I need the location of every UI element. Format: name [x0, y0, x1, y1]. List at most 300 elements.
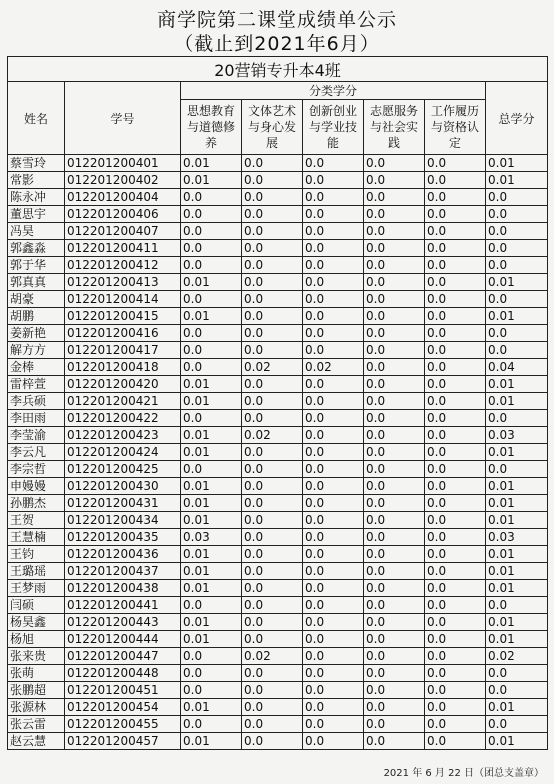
table-row [8, 546, 548, 563]
cat4-credit: 0.0 [364, 291, 425, 308]
student-name: 张源林 [8, 699, 65, 716]
cat4-credit: 0.0 [364, 665, 425, 682]
student-id: 012201200411 [65, 240, 181, 257]
cat3-credit: 0.0 [303, 444, 364, 461]
cat1-credit: 0.0 [181, 240, 242, 257]
cat1-credit: 0.01 [181, 699, 242, 716]
header-cat4: 志愿服务与社会实践 [364, 100, 425, 155]
header-cat2: 文体艺术与身心发展 [242, 100, 303, 155]
cat3-credit: 0.0 [303, 546, 364, 563]
student-name: 李宗哲 [8, 461, 65, 478]
table-row [8, 461, 548, 478]
cat4-credit: 0.0 [364, 393, 425, 410]
cat4-credit: 0.0 [364, 257, 425, 274]
cat5-credit: 0.0 [425, 240, 486, 257]
cat2-credit: 0.0 [242, 206, 303, 223]
student-id: 012201200416 [65, 325, 181, 342]
cat5-credit: 0.0 [425, 529, 486, 546]
cat3-credit: 0.0 [303, 580, 364, 597]
cat5-credit: 0.0 [425, 648, 486, 665]
total-credit: 0.01 [486, 478, 548, 495]
total-credit: 0.0 [486, 325, 548, 342]
cat1-credit: 0.0 [181, 665, 242, 682]
cat2-credit: 0.0 [242, 478, 303, 495]
cat3-credit: 0.0 [303, 682, 364, 699]
student-id: 012201200441 [65, 597, 181, 614]
cat3-credit: 0.0 [303, 325, 364, 342]
total-credit: 0.0 [486, 665, 548, 682]
cat1-credit: 0.01 [181, 376, 242, 393]
cat2-credit: 0.02 [242, 359, 303, 376]
cat4-credit: 0.0 [364, 546, 425, 563]
cat1-credit: 0.01 [181, 495, 242, 512]
cat3-credit: 0.0 [303, 223, 364, 240]
cat5-credit: 0.0 [425, 376, 486, 393]
cat4-credit: 0.0 [364, 359, 425, 376]
table-row [8, 410, 548, 427]
header-cat5: 工作履历与资格认定 [425, 100, 486, 155]
total-credit: 0.01 [486, 614, 548, 631]
header-category-group: 分类学分 [181, 82, 486, 100]
cat2-credit: 0.0 [242, 512, 303, 529]
total-credit: 0.01 [486, 733, 548, 750]
title-line-2: （截止到2021年6月） [174, 33, 380, 55]
student-id: 012201200407 [65, 223, 181, 240]
cat4-credit: 0.0 [364, 614, 425, 631]
table-row [8, 614, 548, 631]
total-credit: 0.01 [486, 631, 548, 648]
cat3-credit: 0.0 [303, 716, 364, 733]
student-name: 王钧 [8, 546, 65, 563]
cat5-credit: 0.0 [425, 206, 486, 223]
cat1-credit: 0.01 [181, 580, 242, 597]
cat3-credit: 0.0 [303, 699, 364, 716]
cat1-credit: 0.0 [181, 206, 242, 223]
cat3-credit: 0.0 [303, 461, 364, 478]
table-row [8, 478, 548, 495]
cat5-credit: 0.0 [425, 478, 486, 495]
total-credit: 0.01 [486, 274, 548, 291]
student-id: 012201200448 [65, 665, 181, 682]
student-id: 012201200401 [65, 155, 181, 172]
cat1-credit: 0.0 [181, 223, 242, 240]
cat3-credit: 0.0 [303, 274, 364, 291]
cat4-credit: 0.0 [364, 155, 425, 172]
cat1-credit: 0.0 [181, 189, 242, 206]
student-id: 012201200402 [65, 172, 181, 189]
cat2-credit: 0.0 [242, 665, 303, 682]
student-id: 012201200422 [65, 410, 181, 427]
total-credit: 0.01 [486, 393, 548, 410]
cat4-credit: 0.0 [364, 461, 425, 478]
cat4-credit: 0.0 [364, 631, 425, 648]
table-row [8, 342, 548, 359]
cat2-credit: 0.0 [242, 699, 303, 716]
cat2-credit: 0.0 [242, 308, 303, 325]
student-id: 012201200414 [65, 291, 181, 308]
header-cat1: 思想教育与道德修养 [181, 100, 242, 155]
cat5-credit: 0.0 [425, 563, 486, 580]
cat4-credit: 0.0 [364, 325, 425, 342]
cat2-credit: 0.0 [242, 682, 303, 699]
cat5-credit: 0.0 [425, 155, 486, 172]
cat1-credit: 0.01 [181, 172, 242, 189]
cat2-credit: 0.0 [242, 376, 303, 393]
cat5-credit: 0.0 [425, 546, 486, 563]
cat5-credit: 0.0 [425, 444, 486, 461]
cat2-credit: 0.0 [242, 342, 303, 359]
cat5-credit: 0.0 [425, 274, 486, 291]
student-name: 雷梓萱 [8, 376, 65, 393]
total-credit: 0.01 [486, 172, 548, 189]
student-id: 012201200425 [65, 461, 181, 478]
cat1-credit: 0.0 [181, 410, 242, 427]
cat4-credit: 0.0 [364, 495, 425, 512]
total-credit: 0.0 [486, 291, 548, 308]
cat3-credit: 0.0 [303, 665, 364, 682]
cat4-credit: 0.0 [364, 223, 425, 240]
cat3-credit: 0.0 [303, 410, 364, 427]
student-name: 杨旭 [8, 631, 65, 648]
cat4-credit: 0.0 [364, 563, 425, 580]
table-row [8, 308, 548, 325]
cat2-credit: 0.0 [242, 597, 303, 614]
cat1-credit: 0.0 [181, 716, 242, 733]
cat4-credit: 0.0 [364, 308, 425, 325]
table-row [8, 648, 548, 665]
cat2-credit: 0.0 [242, 291, 303, 308]
cat3-credit: 0.0 [303, 563, 364, 580]
cat5-credit: 0.0 [425, 733, 486, 750]
student-id: 012201200451 [65, 682, 181, 699]
student-name: 孙鹏杰 [8, 495, 65, 512]
student-name: 胡鹏 [8, 308, 65, 325]
cat4-credit: 0.0 [364, 206, 425, 223]
student-name: 杨昊鑫 [8, 614, 65, 631]
cat1-credit: 0.01 [181, 512, 242, 529]
cat5-credit: 0.0 [425, 223, 486, 240]
cat3-credit: 0.0 [303, 240, 364, 257]
table-row [8, 240, 548, 257]
table-row [8, 597, 548, 614]
cat5-credit: 0.0 [425, 427, 486, 444]
cat5-credit: 0.0 [425, 495, 486, 512]
cat5-credit: 0.0 [425, 580, 486, 597]
total-credit: 0.0 [486, 461, 548, 478]
table-row [8, 699, 548, 716]
cat2-credit: 0.0 [242, 325, 303, 342]
student-name: 张鹏超 [8, 682, 65, 699]
student-name: 张来贵 [8, 648, 65, 665]
table-row [8, 393, 548, 410]
student-id: 012201200435 [65, 529, 181, 546]
student-name: 李田雨 [8, 410, 65, 427]
table-row [8, 359, 548, 376]
title-line-1: 商学院第二课堂成绩单公示 [156, 9, 397, 31]
table-row [8, 631, 548, 648]
cat4-credit: 0.0 [364, 172, 425, 189]
total-credit: 0.01 [486, 495, 548, 512]
cat1-credit: 0.0 [181, 682, 242, 699]
header-name: 姓名 [8, 82, 65, 155]
student-id: 012201200417 [65, 342, 181, 359]
cat3-credit: 0.0 [303, 631, 364, 648]
total-credit: 0.01 [486, 308, 548, 325]
student-id: 012201200436 [65, 546, 181, 563]
cat2-credit: 0.0 [242, 410, 303, 427]
cat1-credit: 0.0 [181, 597, 242, 614]
cat3-credit: 0.0 [303, 512, 364, 529]
student-name: 冯昊 [8, 223, 65, 240]
cat4-credit: 0.0 [364, 189, 425, 206]
cat3-credit: 0.0 [303, 529, 364, 546]
cat2-credit: 0.02 [242, 648, 303, 665]
student-name: 董思宇 [8, 206, 65, 223]
footer-date-stamp: 2021 年 6 月 22 日（团总支盖章） [383, 768, 544, 779]
student-name: 张萌 [8, 665, 65, 682]
cat5-credit: 0.0 [425, 291, 486, 308]
cat5-credit: 0.0 [425, 665, 486, 682]
cat2-credit: 0.0 [242, 257, 303, 274]
student-name: 王贺 [8, 512, 65, 529]
total-credit: 0.0 [486, 240, 548, 257]
table-row [8, 563, 548, 580]
cat5-credit: 0.0 [425, 631, 486, 648]
table-row [8, 206, 548, 223]
table-row [8, 444, 548, 461]
total-credit: 0.04 [486, 359, 548, 376]
cat3-credit: 0.0 [303, 291, 364, 308]
cat2-credit: 0.0 [242, 444, 303, 461]
cat5-credit: 0.0 [425, 597, 486, 614]
table-row [8, 376, 548, 393]
student-name: 李莹渝 [8, 427, 65, 444]
cat5-credit: 0.0 [425, 342, 486, 359]
student-id: 012201200420 [65, 376, 181, 393]
cat5-credit: 0.0 [425, 716, 486, 733]
total-credit: 0.01 [486, 580, 548, 597]
cat3-credit: 0.0 [303, 427, 364, 444]
cat2-credit: 0.0 [242, 172, 303, 189]
cat2-credit: 0.0 [242, 733, 303, 750]
total-credit: 0.0 [486, 410, 548, 427]
cat4-credit: 0.0 [364, 427, 425, 444]
total-credit: 0.0 [486, 597, 548, 614]
cat4-credit: 0.0 [364, 342, 425, 359]
student-name: 赵云慧 [8, 733, 65, 750]
cat4-credit: 0.0 [364, 410, 425, 427]
cat3-credit: 0.0 [303, 342, 364, 359]
student-id: 012201200415 [65, 308, 181, 325]
total-credit: 0.0 [486, 189, 548, 206]
grades-table [7, 56, 548, 750]
cat1-credit: 0.0 [181, 291, 242, 308]
student-id: 012201200413 [65, 274, 181, 291]
student-name: 王璐瑶 [8, 563, 65, 580]
cat1-credit: 0.01 [181, 631, 242, 648]
cat2-credit: 0.0 [242, 631, 303, 648]
student-id: 012201200424 [65, 444, 181, 461]
cat2-credit: 0.0 [242, 580, 303, 597]
cat4-credit: 0.0 [364, 699, 425, 716]
student-id: 012201200430 [65, 478, 181, 495]
cat5-credit: 0.0 [425, 699, 486, 716]
student-name: 解方方 [8, 342, 65, 359]
total-credit: 0.0 [486, 223, 548, 240]
header-cat3: 创新创业与学业技能 [303, 100, 364, 155]
cat4-credit: 0.0 [364, 597, 425, 614]
table-row [8, 291, 548, 308]
student-id: 012201200412 [65, 257, 181, 274]
cat3-credit: 0.0 [303, 257, 364, 274]
header-id: 学号 [65, 82, 181, 155]
total-credit: 0.0 [486, 342, 548, 359]
student-id: 012201200418 [65, 359, 181, 376]
total-credit: 0.01 [486, 563, 548, 580]
total-credit: 0.03 [486, 529, 548, 546]
cat1-credit: 0.01 [181, 733, 242, 750]
total-credit: 0.01 [486, 546, 548, 563]
class-name: 20营销专升本4班 [8, 57, 548, 82]
transcript-sheet [7, 8, 547, 750]
table-row [8, 529, 548, 546]
table-row [8, 223, 548, 240]
cat1-credit: 0.0 [181, 325, 242, 342]
cat4-credit: 0.0 [364, 376, 425, 393]
cat4-credit: 0.0 [364, 478, 425, 495]
cat5-credit: 0.0 [425, 614, 486, 631]
cat2-credit: 0.0 [242, 529, 303, 546]
cat1-credit: 0.01 [181, 274, 242, 291]
cat4-credit: 0.0 [364, 580, 425, 597]
student-name: 郭真真 [8, 274, 65, 291]
student-name: 陈永冲 [8, 189, 65, 206]
cat1-credit: 0.01 [181, 308, 242, 325]
student-name: 王慧楠 [8, 529, 65, 546]
table-row [8, 172, 548, 189]
table-row [8, 733, 548, 750]
cat2-credit: 0.0 [242, 716, 303, 733]
total-credit: 0.0 [486, 682, 548, 699]
cat5-credit: 0.0 [425, 461, 486, 478]
student-id: 012201200443 [65, 614, 181, 631]
student-name: 王梦雨 [8, 580, 65, 597]
table-row [8, 580, 548, 597]
student-id: 012201200447 [65, 648, 181, 665]
cat3-credit: 0.0 [303, 478, 364, 495]
cat2-credit: 0.0 [242, 223, 303, 240]
student-id: 012201200437 [65, 563, 181, 580]
total-credit: 0.02 [486, 648, 548, 665]
cat1-credit: 0.01 [181, 614, 242, 631]
student-id: 012201200406 [65, 206, 181, 223]
table-row [8, 189, 548, 206]
cat2-credit: 0.0 [242, 189, 303, 206]
cat1-credit: 0.01 [181, 546, 242, 563]
cat2-credit: 0.0 [242, 240, 303, 257]
student-name: 张云雷 [8, 716, 65, 733]
table-row [8, 155, 548, 172]
cat5-credit: 0.0 [425, 393, 486, 410]
cat4-credit: 0.0 [364, 716, 425, 733]
student-id: 012201200457 [65, 733, 181, 750]
cat1-credit: 0.01 [181, 444, 242, 461]
student-id: 012201200438 [65, 580, 181, 597]
cat2-credit: 0.0 [242, 155, 303, 172]
cat5-credit: 0.0 [425, 512, 486, 529]
header-total: 总学分 [486, 82, 548, 155]
student-name: 蔡雪玲 [8, 155, 65, 172]
cat3-credit: 0.0 [303, 614, 364, 631]
cat1-credit: 0.0 [181, 359, 242, 376]
cat2-credit: 0.0 [242, 614, 303, 631]
cat5-credit: 0.0 [425, 257, 486, 274]
student-name: 胡豪 [8, 291, 65, 308]
cat2-credit: 0.02 [242, 427, 303, 444]
total-credit: 0.0 [486, 257, 548, 274]
student-name: 姜新艳 [8, 325, 65, 342]
total-credit: 0.01 [486, 512, 548, 529]
cat5-credit: 0.0 [425, 325, 486, 342]
cat3-credit: 0.0 [303, 495, 364, 512]
total-credit: 0.01 [486, 376, 548, 393]
cat2-credit: 0.0 [242, 274, 303, 291]
cat4-credit: 0.0 [364, 512, 425, 529]
student-name: 闫硕 [8, 597, 65, 614]
student-id: 012201200454 [65, 699, 181, 716]
cat4-credit: 0.0 [364, 648, 425, 665]
cat2-credit: 0.0 [242, 563, 303, 580]
table-row [8, 512, 548, 529]
cat2-credit: 0.0 [242, 393, 303, 410]
total-credit: 0.03 [486, 427, 548, 444]
student-id: 012201200434 [65, 512, 181, 529]
cat3-credit: 0.0 [303, 172, 364, 189]
total-credit: 0.0 [486, 206, 548, 223]
cat5-credit: 0.0 [425, 410, 486, 427]
cat2-credit: 0.0 [242, 546, 303, 563]
cat1-credit: 0.03 [181, 529, 242, 546]
cat3-credit: 0.0 [303, 597, 364, 614]
cat3-credit: 0.0 [303, 189, 364, 206]
total-credit: 0.01 [486, 699, 548, 716]
cat4-credit: 0.0 [364, 274, 425, 291]
cat1-credit: 0.01 [181, 155, 242, 172]
cat4-credit: 0.0 [364, 240, 425, 257]
total-credit: 0.01 [486, 444, 548, 461]
student-id: 012201200423 [65, 427, 181, 444]
cat5-credit: 0.0 [425, 359, 486, 376]
cat1-credit: 0.0 [181, 648, 242, 665]
cat5-credit: 0.0 [425, 682, 486, 699]
cat1-credit: 0.01 [181, 427, 242, 444]
cat3-credit: 0.0 [303, 308, 364, 325]
cat1-credit: 0.0 [181, 257, 242, 274]
cat5-credit: 0.0 [425, 308, 486, 325]
student-id: 012201200455 [65, 716, 181, 733]
cat1-credit: 0.0 [181, 461, 242, 478]
cat4-credit: 0.0 [364, 733, 425, 750]
student-id: 012201200404 [65, 189, 181, 206]
cat3-credit: 0.0 [303, 393, 364, 410]
table-row [8, 682, 548, 699]
cat1-credit: 0.01 [181, 393, 242, 410]
student-name: 金棒 [8, 359, 65, 376]
cat3-credit: 0.02 [303, 359, 364, 376]
table-row [8, 325, 548, 342]
cat1-credit: 0.0 [181, 342, 242, 359]
cat5-credit: 0.0 [425, 172, 486, 189]
